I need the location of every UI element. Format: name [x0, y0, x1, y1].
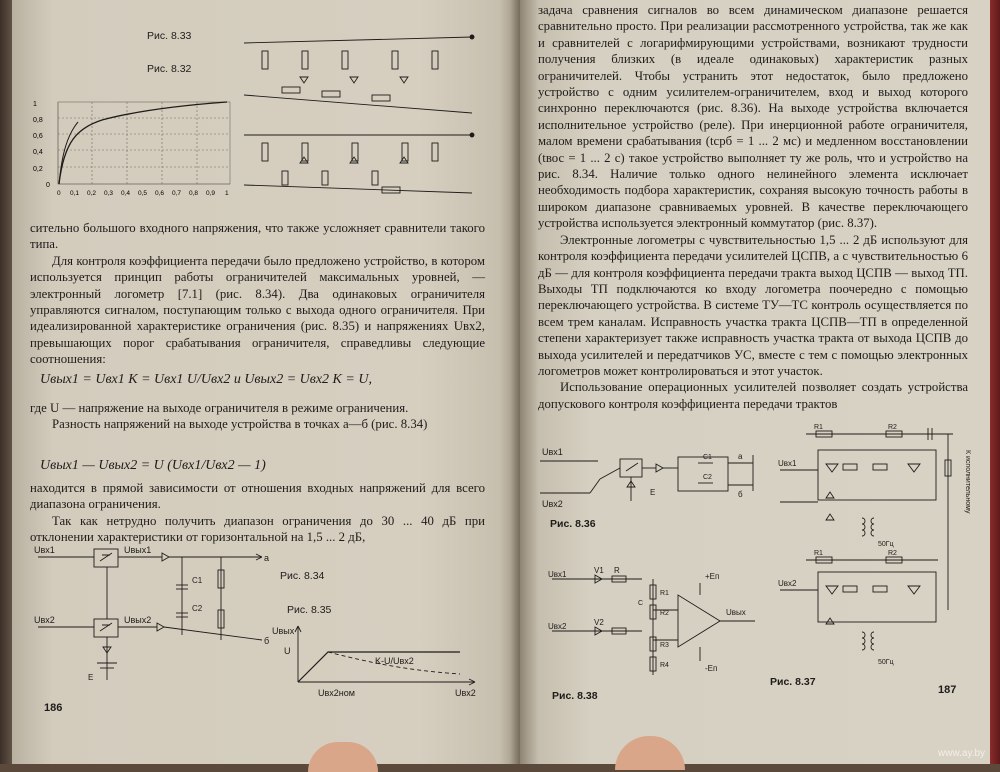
graph-x-tick: 1 — [225, 190, 229, 197]
fig837-freq-label: 50Гц — [878, 541, 894, 548]
fig-838-schematic — [550, 565, 765, 685]
right-paragraph-2: Электронные логометры с чувствительностью 1,5 ... 2 дБ используют для контроля коэффициента передачи усилителей ЦСПВ, а с чувствительностью 6 дБ — для контроля коэффициента передачи тракта выход ЦСПВ — выход ТП. Выходы ТП подключаются ко входу логометра поочередно с помощью переключающего устройства. В системе ТУ—ТС контроль осуществляется по всем трем каналам. Исправность участка тракта ЦСПВ—ТП в определенной степени характеризует также исправность участка тракта от выхода ЦСПВ до выхода усилителей и передатчиков УС, вместе с тем с помощью электронных логометров может контролироваться и этот участок. — [538, 232, 968, 378]
graph-x-tick: 0,2 — [87, 190, 97, 197]
fig-835-graph — [270, 620, 485, 700]
fig-834-label: Рис. 8.34 — [280, 570, 325, 582]
fig-833-label: Рис. 8.33 — [147, 30, 192, 42]
fig-835-label: Рис. 8.35 — [287, 604, 332, 616]
fig834-out1-label: Uвых1 — [124, 545, 152, 555]
fig837-in1-label: Uвх1 — [778, 459, 797, 468]
fig-832-label: Рис. 8.32 — [147, 63, 192, 75]
right-paragraph-1: задача сравнения сигналов во всем динамическом диапазоне решается сравнительно просто. При реализации рассмотренного устройства, так же как и сравнителей с логарифмирующими устройствами, возникают трудности получения близких (в идеале одинаковых) характеристик разных ограничителей. Чтобы устранить этот недостаток, было предложено устройство с одним усилителем-ограничителем, вход и выход которого синхронно переключаются (рис. 8.36). На выходе устройства включается исполнительное устройство (реле). При инерционной работе ограничителя, малом времени срабатывания (tсрб = 1 ... 2 мс) и медленном восстановлении (tвос = 1 ... 2 с) такое устройство выполняет ту же роль, что и устройство на рис. 8.34. Наличие только одного нелинейного элемента исключает необходимость подбора характеристик, сохраняя высокую точность работы в широком диапазоне сравниваемых уровней. В качестве переключающего устройства используется электронный коммутатор (рис. 8.37). — [538, 3, 968, 231]
left-page — [12, 0, 520, 764]
fig837-r2-label: R2 — [888, 424, 897, 431]
fig838-r3-label: R3 — [660, 642, 669, 649]
graph-x-tick: 0,3 — [104, 190, 114, 197]
fig836-in1-label: Uвх1 — [542, 447, 563, 457]
fig836-a-label: а — [738, 452, 743, 461]
right-page-number: 187 — [938, 684, 957, 696]
fig-838-label: Рис. 8.38 — [552, 690, 598, 702]
left-formula-2: Uвых1 — Uвых2 = U (Uвх1/Uвх2 — 1) — [40, 458, 266, 473]
fig838-in2-label: Uвх2 — [548, 622, 567, 631]
fig835-x-label: Uвх2ном — [318, 688, 355, 698]
fig836-c1-label: C1 — [703, 454, 712, 461]
left-paragraph-6: Так как нетрудно получить диапазон ограничения до 30 ... 40 дБ при отклонении характеристики от горизонтальной на 1,5 ... 2 дБ, — [30, 513, 485, 545]
fig834-a-label: а — [264, 553, 270, 563]
graph-x-tick: 0,1 — [70, 190, 80, 197]
graph-y-tick: 0,2 — [33, 166, 43, 173]
fig-836-schematic — [538, 435, 763, 515]
right-text-block-1 — [538, 2, 968, 412]
fig-832-graph — [32, 92, 237, 204]
graph-x-tick: 0 — [57, 190, 61, 197]
fig834-in1-label: Uвх1 — [34, 545, 55, 555]
left-page-number: 186 — [44, 702, 63, 714]
fig837-r1b-label: R1 — [814, 550, 823, 557]
fig-837-label: Рис. 8.37 — [770, 676, 816, 688]
fig-834-schematic — [32, 545, 272, 695]
graph-x-tick: 0,7 — [172, 190, 182, 197]
fig834-in2-label: Uвх2 — [34, 615, 55, 625]
fig-837-schematic — [778, 420, 978, 670]
fig836-c2-label: C2 — [703, 474, 712, 481]
graph-y-tick: 0,8 — [33, 117, 43, 124]
right-page — [520, 0, 990, 764]
fig838-em-label: -Еп — [705, 664, 718, 673]
fig837-side-label: К исполнительному — [964, 450, 971, 514]
fig838-c-label: C — [638, 600, 644, 607]
fig838-v2-label: V2 — [594, 618, 604, 627]
fig837-freq2-label: 50Гц — [878, 659, 894, 666]
fig837-r2b-label: R2 — [888, 550, 897, 557]
graph-y-tick: 0,6 — [33, 133, 43, 140]
fig836-e-label: E — [650, 488, 656, 497]
left-paragraph-4: Разность напряжений на выходе устройства в точках а—б (рис. 8.34) — [52, 417, 428, 432]
graph-x-tick: 0,8 — [189, 190, 199, 197]
fig835-curve-label: K-U/Uвх2 — [375, 656, 414, 666]
fig835-y-label: Uвых — [272, 626, 295, 636]
fig838-r-label: R — [614, 566, 620, 575]
graph-x-tick: 0,5 — [138, 190, 148, 197]
fig-836-label: Рис. 8.36 — [550, 518, 596, 530]
fig838-r4-label: R4 — [660, 662, 669, 669]
fig837-r1-label: R1 — [814, 424, 823, 431]
fig834-b-label: б — [264, 636, 270, 646]
fig835-u-label: U — [284, 646, 291, 656]
graph-y-tick: 0 — [46, 182, 50, 189]
left-text-block-3 — [30, 480, 485, 546]
left-formula-1: Uвых1 = Uвх1 K = Uвх1 U/Uвх2 и Uвых2 = Uвх2 K = U, — [40, 372, 372, 387]
fig834-c2-label: C2 — [192, 604, 203, 613]
left-text-block-2 — [30, 400, 485, 433]
fig835-xaxis-label: Uвх2 — [455, 688, 476, 698]
book-cover-edge — [990, 0, 1000, 764]
left-paragraph-3: где U — напряжение на выходе ограничителя в режиме ограничения. — [30, 401, 409, 415]
fig837-in2-label: Uвх2 — [778, 579, 797, 588]
fig834-out2-label: Uвых2 — [124, 615, 152, 625]
fig838-r1-label: R1 — [660, 590, 669, 597]
left-paragraph-5: находится в прямой зависимости от отношения входных напряжений для всего диапазона ограничения. — [30, 481, 485, 512]
graph-y-tick: 0,4 — [33, 149, 43, 156]
fig836-b-label: б — [738, 490, 743, 499]
fig838-v1-label: V1 — [594, 566, 604, 575]
graph-y-tick: 1 — [33, 101, 37, 108]
graph-x-tick: 0,6 — [155, 190, 165, 197]
left-paragraph-1: сительно большого входного напряжения, что также усложняет сравнители такого типа. — [30, 221, 485, 252]
left-paragraph-2: Для контроля коэффициента передачи было предложено устройство, в котором используется принцип работы ограничителей максимальных уровней, — электронный логометр [7.1] (рис. 8.34). Два одинаковых ограничителя управляются сигналом, поступающим только с выхода одного ограничителя. При идеализированной характеристике ограничения (рис. 8.35) и напряжениях Uвх2, превышающих порог срабатывания ограничителя, справедливы следующие соотношения: — [30, 253, 485, 367]
fig838-out-label: Uвых — [726, 608, 746, 617]
fig838-ep-label: +Еп — [705, 572, 720, 581]
graph-x-tick: 0,4 — [121, 190, 131, 197]
fig834-e-label: E — [88, 673, 94, 682]
fig836-in2-label: Uвх2 — [542, 499, 563, 509]
right-paragraph-3: Использование операционных усилителей позволяет создать устройства допускового контроля коэффициента передачи трактов — [538, 380, 968, 411]
fig838-in1-label: Uвх1 — [548, 570, 567, 579]
fig-833-schematic — [232, 25, 492, 205]
watermark: www.ay.by — [938, 748, 986, 759]
graph-x-tick: 0,9 — [206, 190, 216, 197]
left-text-block-1 — [30, 220, 485, 368]
fig838-r2-label: R2 — [660, 610, 669, 617]
fig834-c1-label: C1 — [192, 576, 203, 585]
